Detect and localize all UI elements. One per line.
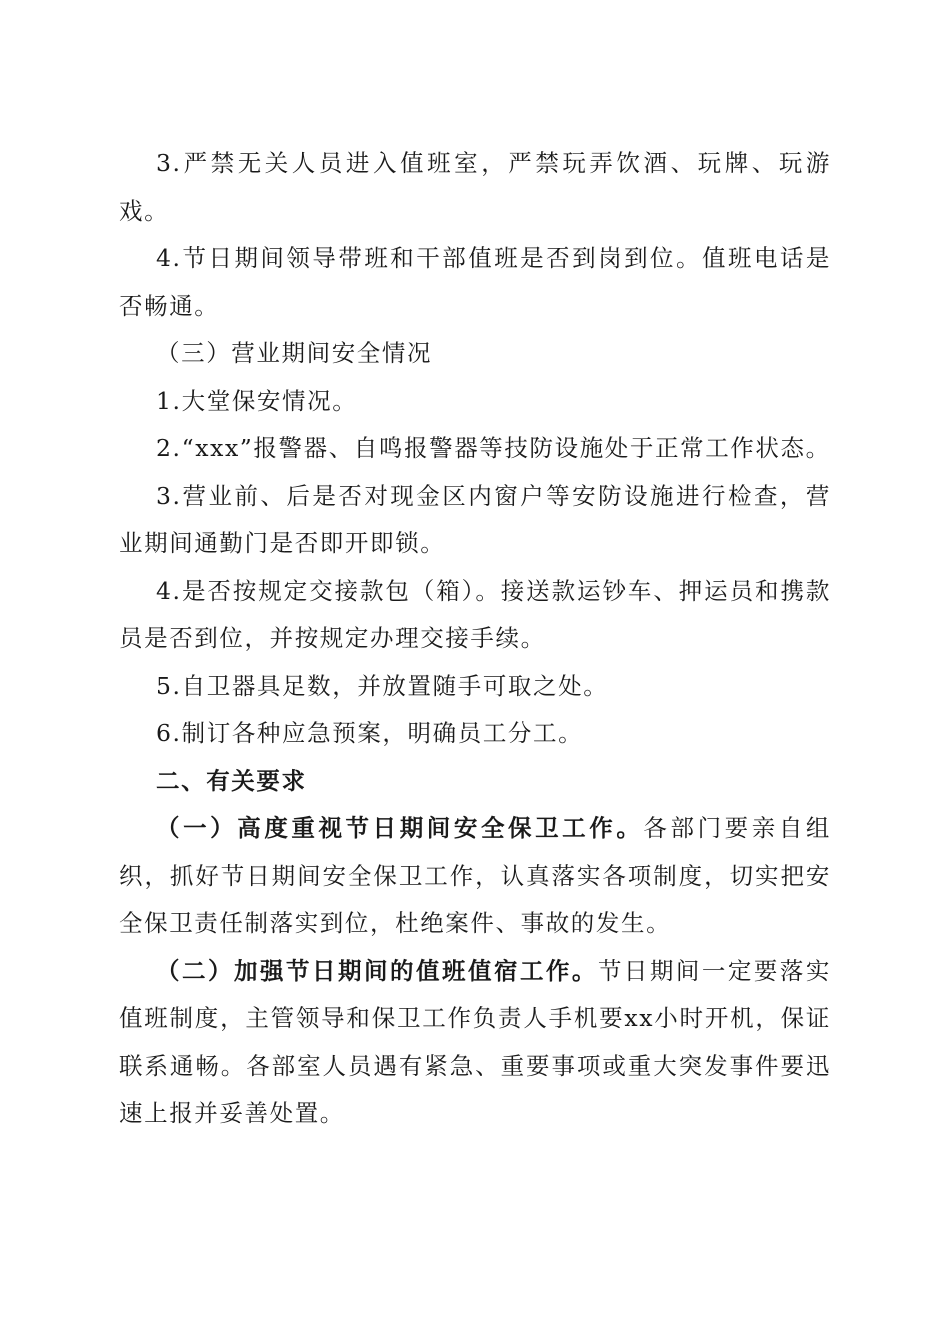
paragraph-item-3-facility-checks: 3.营业前、后是否对现金区内窗户等安防设施进行检查，营业期间通勤门是否即开即锁。 [119,481,831,557]
paragraph-item-1-lobby-security: 1.大堂保安情况。 [156,386,358,415]
requirement-2-body: 节日期间一定要落实值班制度，主管领导和保卫工作负责人手机要xx小时开机，保证联系通畅。各部室人员遇有紧急、重要事项或重大突发事件要迅速上报并妥善处置。 [119,956,832,1127]
paragraph-requirement-2 [119,948,831,1138]
requirement-1-body: 各部门要亲自组织，抓好节日期间安全保卫工作，认真落实各项制度，切实把安全保卫责任制落实到位，杜绝案件、事故的发生。 [119,814,831,937]
paragraph-item-4-leaders-on-duty: 4.节日期间领导带班和干部值班是否到岗到位。值班电话是否畅通。 [119,244,831,320]
section-heading-business-hours-safety: （三）营业期间安全情况 [156,339,433,367]
section-heading-requirements: 二、有关要求 [156,766,307,795]
paragraph-requirement-1 [119,805,831,948]
paragraph-item-4-cash-handover: 4.是否按规定交接款包（箱）。接送款运钞车、押运员和携款员是否到位，并按规定办理交接手续。 [119,576,831,652]
paragraph-item-3-no-unrelated-persons: 3.严禁无关人员进入值班室，严禁玩弄饮酒、玩牌、玩游戏。 [119,149,831,225]
document-body [119,140,831,1138]
paragraph-item-5-self-defense-tools: 5.自卫器具足数，并放置随手可取之处。 [156,671,609,700]
requirement-2-lead: （二）加强节日期间的值班值宿工作。 [156,956,598,985]
requirement-1-lead: （一）高度重视节日期间安全保卫工作。 [156,814,644,842]
paragraph-item-6-emergency-plans: 6.制订各种应急预案，明确员工分工。 [156,719,584,747]
paragraph-item-2-alarms: 2.“xxx”报警器、自鸣报警器等技防设施处于正常工作状态。 [156,434,831,462]
